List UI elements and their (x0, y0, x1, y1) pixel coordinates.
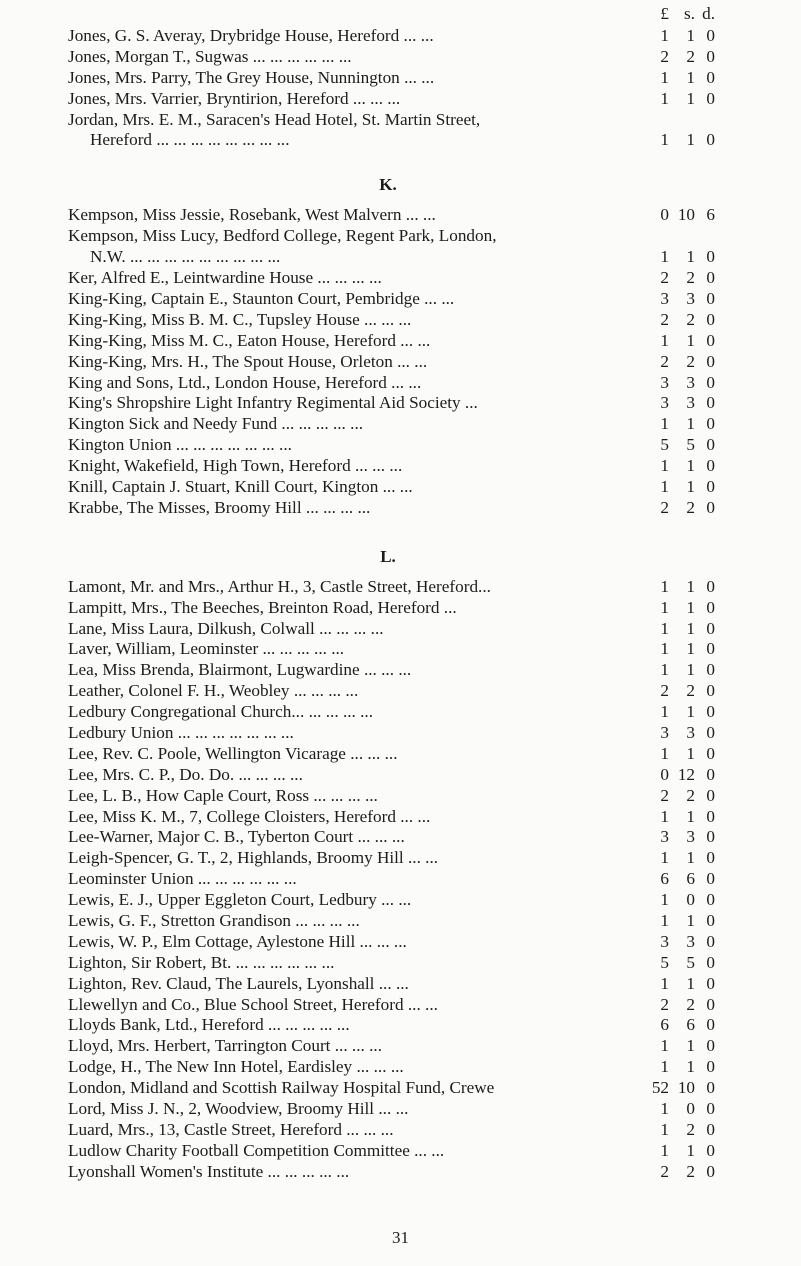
pence-amount: 0 (706, 597, 715, 617)
pounds-amount: 1 (660, 1140, 669, 1160)
pence-amount: 0 (706, 973, 715, 993)
entry-row (68, 477, 748, 498)
entry-name-continuation: N.W. ... ... ... ... ... ... ... ... ... (90, 247, 281, 267)
pounds-amount: 1 (660, 330, 669, 350)
entry-name: Lighton, Sir Robert, Bt. ... ... ... ... ... ... (68, 952, 335, 972)
pounds-amount: 1 (660, 130, 669, 150)
pounds-amount: 1 (660, 1099, 669, 1119)
shillings-amount: 1 (686, 848, 695, 868)
entry-row (68, 1141, 748, 1162)
entry-row (68, 911, 748, 932)
pence-amount: 0 (706, 806, 715, 826)
pence-amount: 0 (706, 435, 715, 455)
shillings-amount: 1 (686, 476, 695, 496)
shillings-amount: 0 (686, 1099, 695, 1119)
entry-row (68, 619, 748, 640)
entry-name: Leather, Colonel F. H., Weobley ... ... ... ... (68, 681, 359, 701)
pounds-amount: 1 (660, 806, 669, 826)
pence-amount: 0 (706, 681, 715, 701)
pounds-amount: 1 (660, 88, 669, 108)
entry-name: Knill, Captain J. Stuart, Knill Court, Kington ... ... (68, 476, 413, 496)
pence-amount: 0 (706, 88, 715, 108)
pounds-amount: 2 (660, 785, 669, 805)
shillings-amount: 10 (677, 205, 695, 225)
shillings-amount: 1 (686, 639, 695, 659)
entry-row (68, 827, 748, 848)
entry-row (68, 47, 748, 68)
pounds-amount: 52 (651, 1078, 669, 1098)
pence-amount: 0 (706, 497, 715, 517)
entry-row (68, 744, 748, 765)
pence-amount: 0 (706, 785, 715, 805)
entry-row (68, 393, 748, 414)
entry-name: Lane, Miss Laura, Dilkush, Colwall ... ... ... ... (68, 618, 384, 638)
pounds-amount: 1 (660, 618, 669, 638)
pence-amount: 0 (706, 994, 715, 1014)
entry-name: Kempson, Miss Lucy, Bedford College, Regent Park, London, (68, 226, 497, 246)
entry-name: Lodge, H., The New Inn Hotel, Eardisley ... ... ... (68, 1057, 404, 1077)
shillings-amount: 3 (686, 288, 695, 308)
entry-row (68, 68, 748, 89)
entry-row (68, 598, 748, 619)
entry-name: Leominster Union ... ... ... ... ... ... (68, 869, 297, 889)
entry-name: Lee, Rev. C. Poole, Wellington Vicarage ... ... ... (68, 743, 398, 763)
pounds-column-header: £ (660, 4, 669, 23)
entry-name: Kington Union ... ... ... ... ... ... ... (68, 435, 292, 455)
shillings-amount: 6 (686, 869, 695, 889)
entry-row (68, 577, 748, 598)
entry-name: Luard, Mrs., 13, Castle Street, Hereford ... ... ... (68, 1119, 394, 1139)
shillings-amount: 10 (677, 1078, 695, 1098)
entry-row (68, 765, 748, 786)
entry-row (68, 869, 748, 890)
pounds-amount: 2 (660, 1161, 669, 1181)
entry-name: Lee, Miss K. M., 7, College Cloisters, Hereford ... ... (68, 806, 431, 826)
pence-amount: 0 (706, 931, 715, 951)
entry-name: King-King, Mrs. H., The Spout House, Orleton ... ... (68, 351, 428, 371)
entry-row (68, 660, 748, 681)
entry-row (68, 1015, 748, 1036)
pounds-amount: 2 (660, 46, 669, 66)
entry-row (68, 205, 748, 226)
entry-row (68, 1057, 748, 1078)
entry-row (68, 89, 748, 110)
entry-name: Ledbury Union ... ... ... ... ... ... ... (68, 723, 294, 742)
entry-name: Jones, G. S. Averay, Drybridge House, Hereford ... ... (68, 26, 434, 45)
shillings-amount: 3 (686, 372, 695, 392)
pence-amount: 0 (706, 764, 715, 784)
entry-name: Laver, William, Leominster ... ... ... ... ... (68, 639, 345, 659)
pence-amount: 0 (706, 869, 715, 889)
pence-amount: 0 (706, 1078, 715, 1098)
shillings-amount: 1 (686, 576, 695, 596)
entry-name: Lea, Miss Brenda, Blairmont, Lugwardine ... ... ... (68, 660, 412, 680)
shillings-amount: 1 (686, 456, 695, 476)
subscription-list (68, 0, 748, 1183)
entry-row (68, 702, 748, 723)
pounds-amount: 1 (660, 26, 669, 45)
pounds-amount: 2 (660, 309, 669, 329)
entry-name: Krabbe, The Misses, Broomy Hill ... ... ... ... (68, 497, 371, 517)
entry-row (68, 639, 748, 660)
shillings-amount: 2 (686, 46, 695, 66)
section-heading: K. (379, 175, 397, 195)
entry-name: Lloyds Bank, Ltd., Hereford ... ... ... ... ... (68, 1015, 350, 1035)
pounds-amount: 1 (660, 702, 669, 722)
entry-row (68, 1162, 748, 1183)
pence-amount: 0 (706, 309, 715, 329)
pounds-amount: 1 (660, 247, 669, 267)
entry-name: King-King, Captain E., Staunton Court, Pembridge ... ... (68, 288, 455, 308)
pence-amount: 0 (706, 1036, 715, 1056)
pounds-amount: 5 (660, 952, 669, 972)
entry-name: Lampitt, Mrs., The Beeches, Breinton Road, Hereford ... (68, 597, 457, 617)
shillings-amount: 1 (686, 618, 695, 638)
shillings-amount: 2 (686, 785, 695, 805)
shillings-amount: 1 (686, 973, 695, 993)
entry-row (68, 26, 748, 47)
entry-row (68, 1078, 748, 1099)
pence-amount: 0 (706, 723, 715, 742)
shillings-amount: 1 (686, 660, 695, 680)
pence-amount: 0 (706, 476, 715, 496)
shillings-amount: 1 (686, 597, 695, 617)
pounds-amount: 1 (660, 414, 669, 434)
pence-amount: 0 (706, 702, 715, 722)
pence-amount: 0 (706, 743, 715, 763)
pence-amount: 0 (706, 890, 715, 910)
pounds-amount: 1 (660, 639, 669, 659)
pounds-amount: 0 (660, 205, 669, 225)
shillings-amount: 2 (686, 351, 695, 371)
entry-row (68, 953, 748, 974)
shillings-amount: 2 (686, 994, 695, 1014)
shillings-amount: 1 (686, 743, 695, 763)
entry-name: Lloyd, Mrs. Herbert, Tarrington Court ... ... ... (68, 1036, 383, 1056)
pence-amount: 0 (706, 288, 715, 308)
pounds-amount: 1 (660, 660, 669, 680)
entry-row (68, 681, 748, 702)
pence-amount: 0 (706, 67, 715, 87)
pounds-amount: 3 (660, 372, 669, 392)
shillings-amount: 2 (686, 309, 695, 329)
pence-amount: 0 (706, 26, 715, 45)
entry-name: Lee, L. B., How Caple Court, Ross ... ... ... ... (68, 785, 378, 805)
pence-amount: 0 (706, 351, 715, 371)
sections-container (68, 26, 748, 1183)
pounds-amount: 1 (660, 476, 669, 496)
entry-name: Kempson, Miss Jessie, Rosebank, West Malvern ... ... (68, 205, 436, 225)
shillings-amount: 12 (677, 764, 695, 784)
pounds-amount: 1 (660, 1036, 669, 1056)
shillings-amount: 2 (686, 681, 695, 701)
entry-row (68, 110, 748, 152)
entry-row (68, 723, 748, 744)
entry-name: Ledbury Congregational Church... ... ... ... ... (68, 702, 374, 722)
entry-row (68, 974, 748, 995)
pounds-amount: 0 (660, 764, 669, 784)
pence-column-header: d. (702, 4, 715, 23)
shillings-amount: 3 (686, 723, 695, 742)
pounds-amount: 1 (660, 911, 669, 931)
pounds-amount: 1 (660, 597, 669, 617)
shillings-amount: 1 (686, 26, 695, 45)
entry-row (68, 268, 748, 289)
entry-row (68, 890, 748, 911)
entry-name: Lewis, G. F., Stretton Grandison ... ... ... ... (68, 911, 360, 931)
entry-name: Kington Sick and Needy Fund ... ... ... ... ... (68, 414, 364, 434)
pounds-amount: 2 (660, 497, 669, 517)
pence-amount: 0 (706, 372, 715, 392)
shillings-amount: 0 (686, 890, 695, 910)
entry-row (68, 995, 748, 1016)
pounds-amount: 2 (660, 351, 669, 371)
shillings-amount: 3 (686, 393, 695, 413)
shillings-amount: 1 (686, 702, 695, 722)
shillings-amount: 1 (686, 911, 695, 931)
shillings-amount: 1 (686, 806, 695, 826)
entry-name: Lyonshall Women's Institute ... ... ... ... ... (68, 1161, 350, 1181)
entry-row (68, 1099, 748, 1120)
entry-row (68, 226, 748, 268)
pence-amount: 0 (706, 1119, 715, 1139)
entry-row (68, 373, 748, 394)
entry-name: Jones, Mrs. Parry, The Grey House, Nunnington ... ... (68, 67, 435, 87)
pounds-amount: 1 (660, 576, 669, 596)
shillings-amount: 5 (686, 952, 695, 972)
pounds-amount: 3 (660, 931, 669, 951)
shillings-amount: 1 (686, 414, 695, 434)
pence-amount: 0 (706, 1015, 715, 1035)
entry-name: Lee-Warner, Major C. B., Tyberton Court ... ... ... (68, 827, 405, 847)
pence-amount: 0 (706, 1099, 715, 1119)
pence-amount: 0 (706, 1057, 715, 1077)
entry-name: King-King, Miss M. C., Eaton House, Hereford ... ... (68, 330, 431, 350)
shillings-amount: 3 (686, 827, 695, 847)
pounds-amount: 1 (660, 1119, 669, 1139)
pounds-amount: 2 (660, 268, 669, 288)
shillings-column-header: s. (684, 4, 695, 23)
entry-row (68, 310, 748, 331)
entry-name: Lewis, E. J., Upper Eggleton Court, Ledbury ... ... (68, 890, 412, 910)
pounds-amount: 1 (660, 1057, 669, 1077)
entry-name: Lamont, Mr. and Mrs., Arthur H., 3, Castle Street, Hereford... (68, 576, 491, 596)
shillings-amount: 1 (686, 88, 695, 108)
pence-amount: 0 (706, 827, 715, 847)
shillings-amount: 6 (686, 1015, 695, 1035)
entry-row (68, 456, 748, 477)
entry-name: King-King, Miss B. M. C., Tupsley House ... ... ... (68, 309, 412, 329)
pounds-amount: 1 (660, 67, 669, 87)
entry-name: Lord, Miss J. N., 2, Woodview, Broomy Hill ... ... (68, 1099, 409, 1119)
entry-name: Jones, Morgan T., Sugwas ... ... ... ... ... ... (68, 46, 352, 66)
entry-name: London, Midland and Scottish Railway Hospital Fund, Crewe (68, 1078, 495, 1098)
pence-amount: 0 (706, 1140, 715, 1160)
pence-amount: 0 (706, 247, 715, 267)
pounds-amount: 2 (660, 681, 669, 701)
pounds-amount: 6 (660, 1015, 669, 1035)
shillings-amount: 1 (686, 247, 695, 267)
pounds-amount: 1 (660, 848, 669, 868)
entry-name: Jordan, Mrs. E. M., Saracen's Head Hotel, St. Martin Street, (68, 109, 481, 129)
pence-amount: 0 (706, 456, 715, 476)
pounds-amount: 1 (660, 456, 669, 476)
pounds-amount: 5 (660, 435, 669, 455)
entry-row (68, 932, 748, 953)
entry-row (68, 498, 748, 519)
entry-name: King and Sons, Ltd., London House, Hereford ... ... (68, 372, 422, 392)
entry-name: Lee, Mrs. C. P., Do. Do. ... ... ... ... (68, 764, 303, 784)
pence-amount: 0 (706, 576, 715, 596)
entry-name: Lewis, W. P., Elm Cottage, Aylestone Hill ... ... ... (68, 931, 407, 951)
pence-amount: 0 (706, 393, 715, 413)
entry-row (68, 1120, 748, 1141)
pence-amount: 6 (706, 205, 715, 225)
shillings-amount: 2 (686, 1119, 695, 1139)
shillings-amount: 1 (686, 1140, 695, 1160)
shillings-amount: 1 (686, 1057, 695, 1077)
entry-row (68, 435, 748, 456)
pence-amount: 0 (706, 414, 715, 434)
pounds-amount: 1 (660, 890, 669, 910)
pence-amount: 0 (706, 952, 715, 972)
page-number: 31 (392, 1228, 409, 1247)
shillings-amount: 3 (686, 931, 695, 951)
pence-amount: 0 (706, 268, 715, 288)
pence-amount: 0 (706, 911, 715, 931)
shillings-amount: 1 (686, 330, 695, 350)
entry-row (68, 289, 748, 310)
entry-name: Llewellyn and Co., Blue School Street, Hereford ... ... (68, 994, 438, 1014)
entry-row (68, 331, 748, 352)
entry-name: Knight, Wakefield, High Town, Hereford ... ... ... (68, 456, 403, 476)
entry-name: King's Shropshire Light Infantry Regimental Aid Society ... (68, 393, 478, 413)
entry-row (68, 1036, 748, 1057)
pounds-amount: 3 (660, 288, 669, 308)
pence-amount: 0 (706, 330, 715, 350)
shillings-amount: 2 (686, 268, 695, 288)
pounds-amount: 6 (660, 869, 669, 889)
pounds-amount: 3 (660, 827, 669, 847)
entry-row (68, 848, 748, 869)
shillings-amount: 1 (686, 67, 695, 87)
entry-name: Leigh-Spencer, G. T., 2, Highlands, Broomy Hill ... ... (68, 848, 439, 868)
shillings-amount: 2 (686, 1161, 695, 1181)
pence-amount: 0 (706, 46, 715, 66)
entry-row (68, 786, 748, 807)
pence-amount: 0 (706, 639, 715, 659)
entry-name: Lighton, Rev. Claud, The Laurels, Lyonshall ... ... (68, 973, 409, 993)
section-heading: L. (380, 546, 396, 566)
pence-amount: 0 (706, 1161, 715, 1181)
entry-name-continuation: Hereford ... ... ... ... ... ... ... ... (90, 130, 290, 150)
shillings-amount: 2 (686, 497, 695, 517)
pounds-amount: 3 (660, 393, 669, 413)
entry-name: Ker, Alfred E., Leintwardine House ... ... ... ... (68, 268, 382, 288)
entry-row (68, 414, 748, 435)
shillings-amount: 1 (686, 1036, 695, 1056)
pence-amount: 0 (706, 618, 715, 638)
entry-row (68, 807, 748, 828)
pounds-amount: 3 (660, 723, 669, 742)
pence-amount: 0 (706, 660, 715, 680)
pence-amount: 0 (706, 130, 715, 150)
pounds-amount: 1 (660, 743, 669, 763)
shillings-amount: 5 (686, 435, 695, 455)
pounds-amount: 2 (660, 994, 669, 1014)
column-header (68, 4, 748, 26)
entry-name: Jones, Mrs. Varrier, Bryntirion, Hereford ... ... ... (68, 88, 401, 108)
pounds-amount: 1 (660, 973, 669, 993)
entry-name: Ludlow Charity Football Competition Committee ... ... (68, 1140, 445, 1160)
shillings-amount: 1 (686, 130, 695, 150)
pence-amount: 0 (706, 848, 715, 868)
entry-row (68, 352, 748, 373)
